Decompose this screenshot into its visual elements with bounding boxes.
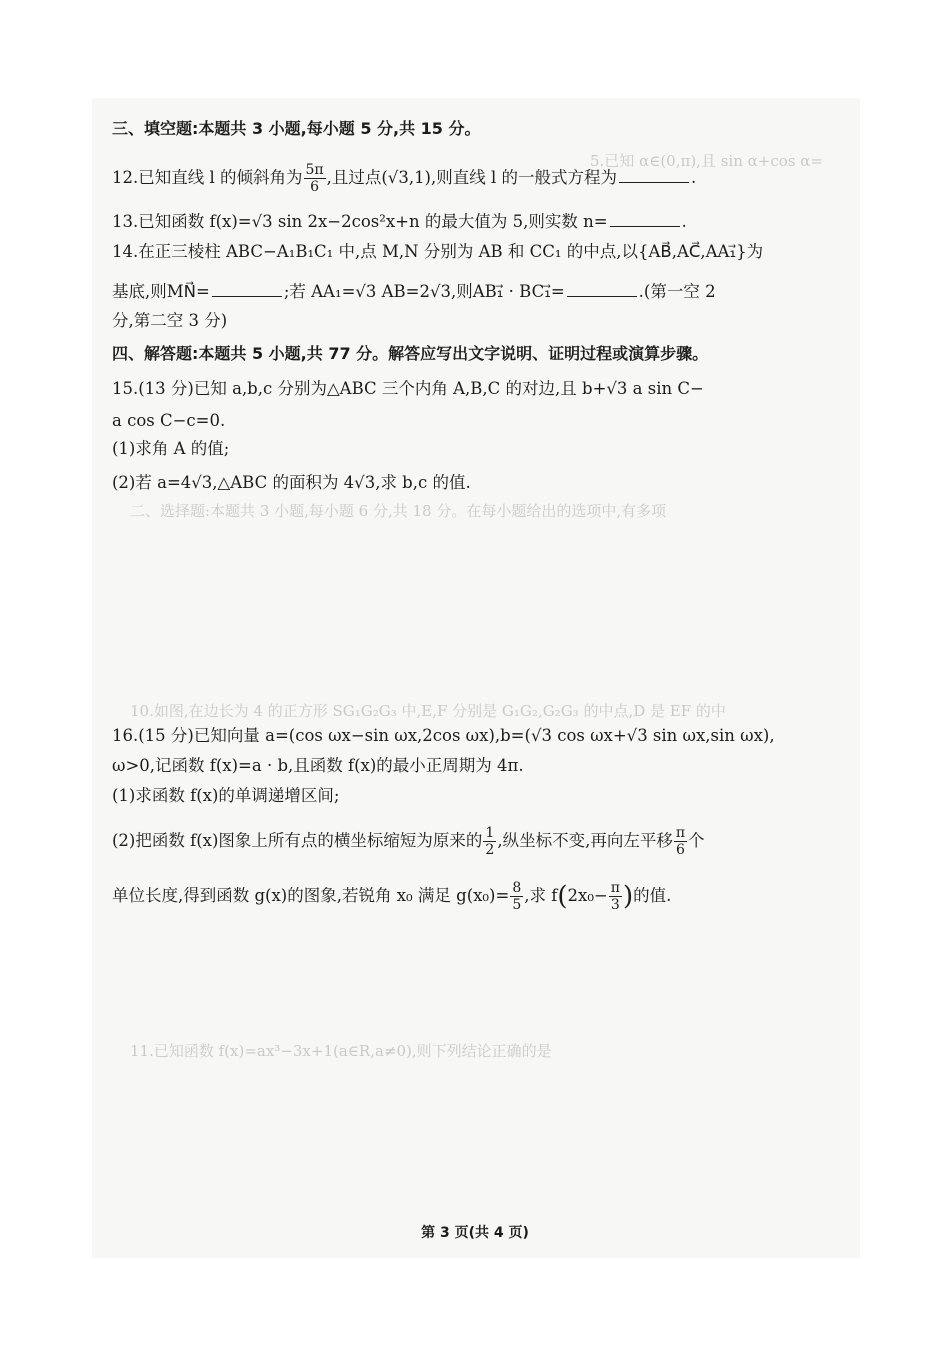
- question-15-part-1: [112, 438, 229, 460]
- question-16-line-1: [112, 725, 775, 747]
- bleed-through-text: 10.如图,在边长为 4 的正方形 SG₁G₂G₃ 中,E,F 分别是 G₁G₂,G₂G₃ 的中点,D 是 EF 的中: [130, 702, 726, 720]
- fraction: $\frac{8}{5}$: [512, 880, 522, 913]
- text: ;若 AA₁=√3 AB=2√3,则AB₁⃗ · BC₁⃗=: [283, 282, 565, 301]
- answer-blank[interactable]: [619, 166, 689, 183]
- question-14-line-1: [112, 241, 763, 263]
- page-footer: 第 3 页(共 4 页): [421, 1225, 529, 1241]
- question-16-part-1: [112, 785, 339, 807]
- question-13: [112, 210, 687, 233]
- text: a cos C−c=0.: [112, 411, 226, 430]
- text: ,且过点(√3,1),则直线 l 的一般式方程为: [326, 168, 618, 187]
- question-16-part-2: [112, 825, 705, 858]
- question-16-line-2: [112, 755, 524, 777]
- left-paren: (: [557, 881, 568, 912]
- text: 14.在正三棱柱 ABC−A₁B₁C₁ 中,点 M,N 分别为 AB 和 CC₁ 的中点,以{AB⃗,AC⃗,AA₁⃗}为: [112, 242, 764, 261]
- fraction: $\frac{5\pi}{6}$: [305, 162, 324, 195]
- text: 16.(15 分)已知向量 a=(cos ωx−sin ωx,2cos ωx),b=(√3 cos ωx+√3 sin ωx,sin ωx),: [112, 726, 775, 745]
- text: (2)把函数 f(x)图象上所有点的横坐标缩短为原来的: [112, 831, 483, 850]
- text: ,纵坐标不变,再向左平移: [497, 831, 673, 850]
- text: .: [681, 212, 687, 231]
- text: 基底,则MN⃗=: [112, 282, 210, 301]
- question-15-line-1: [112, 378, 704, 400]
- text: ,求 f: [524, 886, 558, 905]
- text: 个: [688, 831, 705, 850]
- bleed-through-text: 5.已知 α∈(0,π),且 sin α+cos α=: [590, 152, 823, 170]
- text: (2)若 a=4√3,△ABC 的面积为 4√3,求 b,c 的值.: [112, 473, 471, 492]
- text: 单位长度,得到函数 g(x)的图象,若锐角 x₀ 满足 g(x₀)=: [112, 886, 510, 905]
- section-3-heading: [112, 118, 481, 140]
- answer-blank[interactable]: [567, 280, 637, 297]
- answer-blank[interactable]: [212, 280, 282, 297]
- fraction: $\frac{1}{2}$: [485, 825, 495, 858]
- answer-blank[interactable]: [610, 210, 680, 227]
- text: .(第一空 2: [638, 282, 716, 301]
- text: 13.已知函数 f(x)=√3 sin 2x−2cos²x+n 的最大值为 5,则实数 n=: [112, 212, 608, 231]
- question-15-line-2: [112, 410, 225, 432]
- question-16-part-2-cont: [112, 880, 671, 913]
- question-15-part-2: [112, 472, 471, 494]
- fraction: $\frac{\pi}{3}$: [610, 880, 620, 913]
- text: (1)求角 A 的值;: [112, 439, 230, 458]
- section-heading: 四、解答题:本题共 5 小题,共 77 分。解答应写出文字说明、证明过程或演算步骤。: [112, 344, 709, 363]
- text: 2x₀−: [567, 886, 608, 905]
- bleed-through-text: 二、选择题:本题共 3 小题,每小题 6 分,共 18 分。在每小题给出的选项中,有多项: [130, 502, 667, 520]
- question-12: [112, 162, 696, 195]
- exam-sheet: [92, 98, 860, 1258]
- right-paren: ): [622, 881, 634, 912]
- text: 的值.: [633, 886, 672, 905]
- text: ω>0,记函数 f(x)=a · b,且函数 f(x)的最小正周期为 4π.: [112, 756, 524, 775]
- text: .: [691, 168, 697, 187]
- bleed-through-text: 11.已知函数 f(x)=ax³−3x+1(a∈R,a≠0),则下列结论正确的是: [130, 1042, 552, 1060]
- text: 12.已知直线 l 的倾斜角为: [112, 168, 303, 187]
- section-heading: 三、填空题:本题共 3 小题,每小题 5 分,共 15 分。: [112, 119, 481, 138]
- section-4-heading: [112, 343, 708, 365]
- question-14-line-2: [112, 280, 716, 303]
- text: 15.(13 分)已知 a,b,c 分别为△ABC 三个内角 A,B,C 的对边,且 b+√3 a sin C−: [112, 379, 704, 398]
- question-14-line-3: [112, 310, 227, 332]
- fraction: $\frac{\pi}{6}$: [675, 825, 686, 858]
- text: 分,第二空 3 分): [112, 311, 228, 330]
- text: (1)求函数 f(x)的单调递增区间;: [112, 786, 340, 805]
